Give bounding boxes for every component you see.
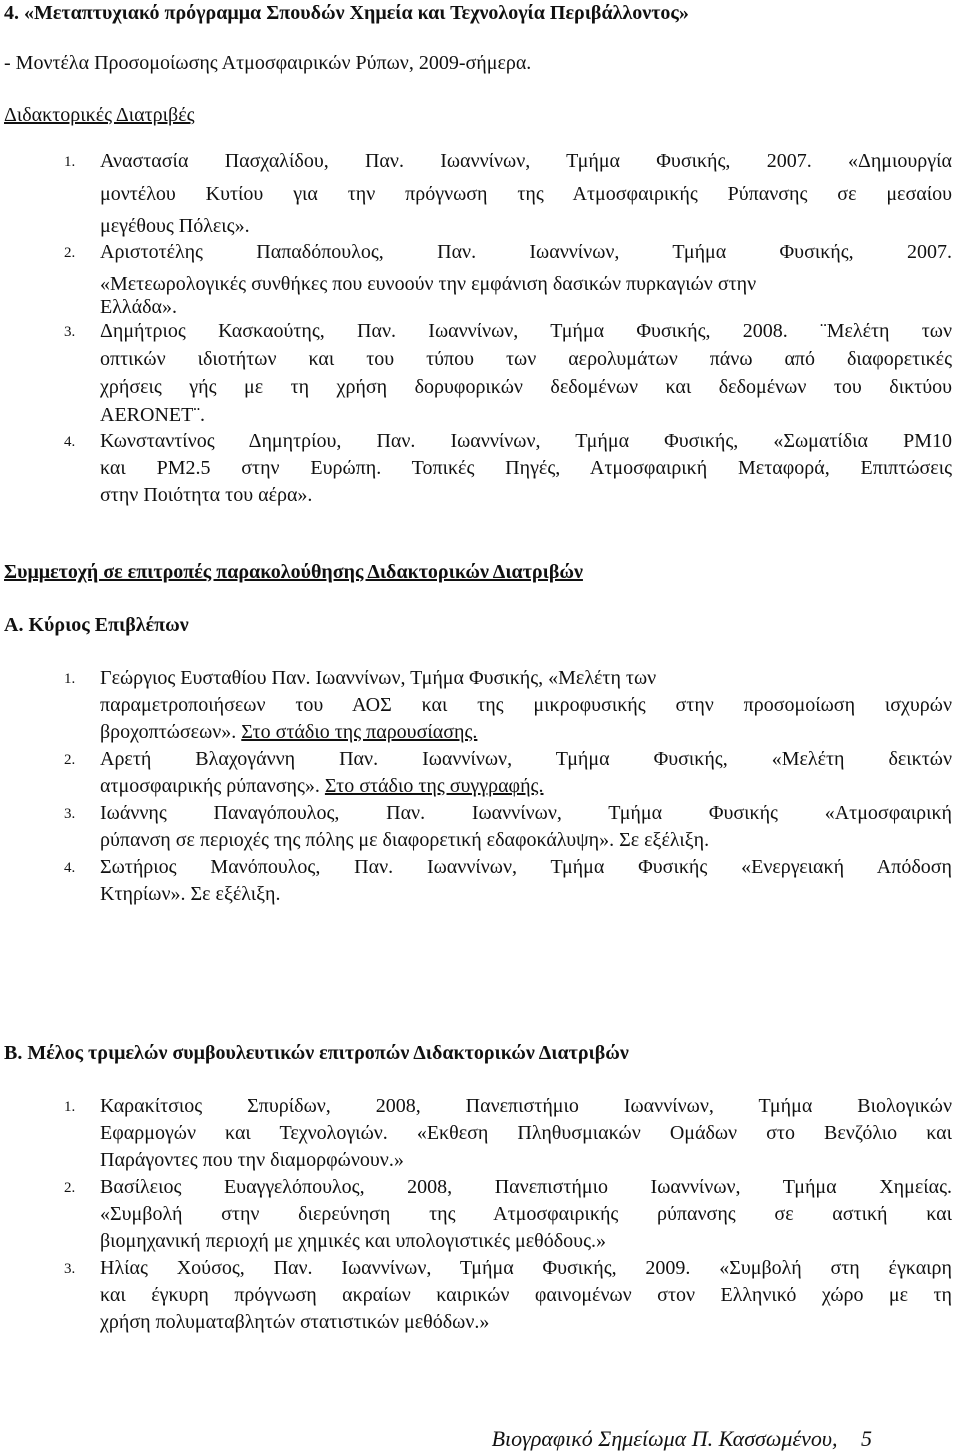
item-line: Γεώργιος Ευσταθίου Παν. Ιωαννίνων, Τμήμα Φυσικής, «Μελέτη των [100, 667, 657, 689]
page-number: 5 [861, 1426, 872, 1451]
committee-heading: Συμμετοχή σε επιτροπές παρακολούθησης Διδακτορικών Διατριβών [4, 561, 583, 583]
item-line: «Συμβολή στην διερεύνηση της Ατμοσφαιρικής ρύπανσης σε αστική και [100, 1203, 952, 1225]
item-line: Ελλάδα». [100, 296, 177, 318]
item-number: 2. [64, 245, 76, 261]
item-number: 3. [64, 806, 76, 822]
intro-line: - Μοντέλα Προσομοίωσης Ατμοσφαιρικών Ρύπων, 2009-σήμερα. [4, 52, 532, 74]
item-line: βιομηχανική περιοχή με χημικές και υπολογιστικές μεθόδους.» [100, 1230, 606, 1252]
item-line: AERONET¨. [100, 404, 205, 426]
item-number: 1. [64, 154, 76, 170]
item-line [100, 721, 477, 744]
item-number: 3. [64, 1261, 76, 1277]
item-number: 3. [64, 324, 76, 340]
item-line: Εφαρμογών και Τεχνολογιών. «Εκθεση Πληθυσμιακών Ομάδων στο Βενζόλιο και [100, 1122, 952, 1144]
item-line: Αναστασία Πασχαλίδου, Παν. Ιωαννίνων, Τμήμα Φυσικής, 2007. «Δημιουργία [100, 150, 952, 172]
item-number: 1. [64, 1099, 76, 1115]
status-text: Στο στάδιο της συγγραφής. [324, 775, 544, 797]
item-line: και έγκυρη πρόγνωση ακραίων καιρικών φαινομένων στον Ελληνικό χώρο με τη [100, 1284, 952, 1306]
item-line: χρήσεις γής με τη χρήση δορυφορικών δεδομένων και δεδομένων του δικτύου [100, 376, 952, 398]
item-number: 4. [64, 860, 76, 876]
item-line: μεγέθους Πόλεις». [100, 215, 250, 237]
item-line: Καρακίτσιος Σπυρίδων, 2008, Πανεπιστήμιο Ιωαννίνων, Τμήμα Βιολογικών [100, 1095, 952, 1117]
section-b-title: Β. Μέλος τριμελών συμβουλευτικών επιτροπών Διδακτορικών Διατριβών [4, 1042, 629, 1064]
doc-section-heading: Διδακτορικές Διατριβές [4, 104, 195, 126]
item-line: στην Ποιότητα του αέρα». [100, 484, 313, 506]
item-line: οπτικών ιδιοτήτων και του τύπου των αερολυμάτων πάνω από διαφορετικές [100, 348, 952, 370]
item-number: 2. [64, 752, 76, 768]
item-line [100, 775, 543, 798]
item-number: 1. [64, 671, 76, 687]
item-line: «Μετεωρολογικές συνθήκες που ευνοούν την εμφάνιση δασικών πυρκαγιών στην [100, 273, 757, 295]
footer-text: Βιογραφικό Σημείωμα Π. Κασσωμένου, [491, 1426, 838, 1451]
item-line: Ιωάννης Παναγόπουλος, Παν. Ιωαννίνων, Τμήμα Φυσικής «Ατμοσφαιρική [100, 802, 952, 824]
item-line: παραμετροποιήσεων του ΑΟΣ και της μικροφυσικής στην προσομοίωση ισχυρών [100, 694, 952, 716]
status-text: Στο στάδιο της παρουσίασης. [241, 721, 478, 743]
item-line: χρήση πολυματαβλητών στατιστικών μεθόδων.» [100, 1311, 490, 1333]
main-heading: 4. «Μεταπτυχιακό πρόγραμμα Σπουδών Χημεία και Τεχνολογία Περιβάλλοντος» [4, 2, 689, 24]
item-line: Ηλίας Χούσος, Παν. Ιωαννίνων, Τμήμα Φυσικής, 2009. «Συμβολή στη έγκαιρη [100, 1257, 952, 1279]
item-line: Βασίλειος Ευαγγελόπουλος, 2008, Πανεπιστήμιο Ιωαννίνων, Τμήμα Χημείας. [100, 1176, 952, 1198]
item-line: μοντέλου Κυτίου για την πρόγνωση της Ατμοσφαιρικής Ρύπανσης σε μεσαίου [100, 183, 952, 205]
item-number: 2. [64, 1180, 76, 1196]
item-line: Κτηρίων». Σε εξέλιξη. [100, 883, 281, 905]
item-text: ατμοσφαιρικής ρύπανσης». [100, 775, 320, 797]
item-line: Δημήτριος Κασκαούτης, Παν. Ιωαννίνων, Τμήμα Φυσικής, 2008. ¨Μελέτη των [100, 320, 952, 342]
item-line: Αριστοτέλης Παπαδόπουλος, Παν. Ιωαννίνων, Τμήμα Φυσικής, 2007. [100, 241, 952, 263]
item-line: Παράγοντες που την διαμορφώνουν.» [100, 1149, 404, 1171]
section-a-title: Α. Κύριος Επιβλέπων [4, 614, 189, 636]
item-line: και PM2.5 στην Ευρώπη. Τοπικές Πηγές, Ατμοσφαιρική Μεταφορά, Επιπτώσεις [100, 457, 952, 479]
footer [492, 1426, 872, 1452]
item-line: Σωτήριος Μανόπουλος, Παν. Ιωαννίνων, Τμήμα Φυσικής «Ενεργειακή Απόδοση [100, 856, 952, 878]
item-number: 4. [64, 434, 76, 450]
item-line: Αρετή Βλαχογάννη Παν. Ιωαννίνων, Τμήμα Φυσικής, «Μελέτη δεικτών [100, 748, 952, 770]
item-line: ρύπανση σε περιοχές της πόλης με διαφορετική εδαφοκάλυψη». Σε εξέλιξη. [100, 829, 710, 851]
item-line: Κωνσταντίνος Δημητρίου, Παν. Ιωαννίνων, Τμήμα Φυσικής, «Σωματίδια PM10 [100, 430, 952, 452]
item-text: βροχοπτώσεων». [100, 721, 237, 743]
